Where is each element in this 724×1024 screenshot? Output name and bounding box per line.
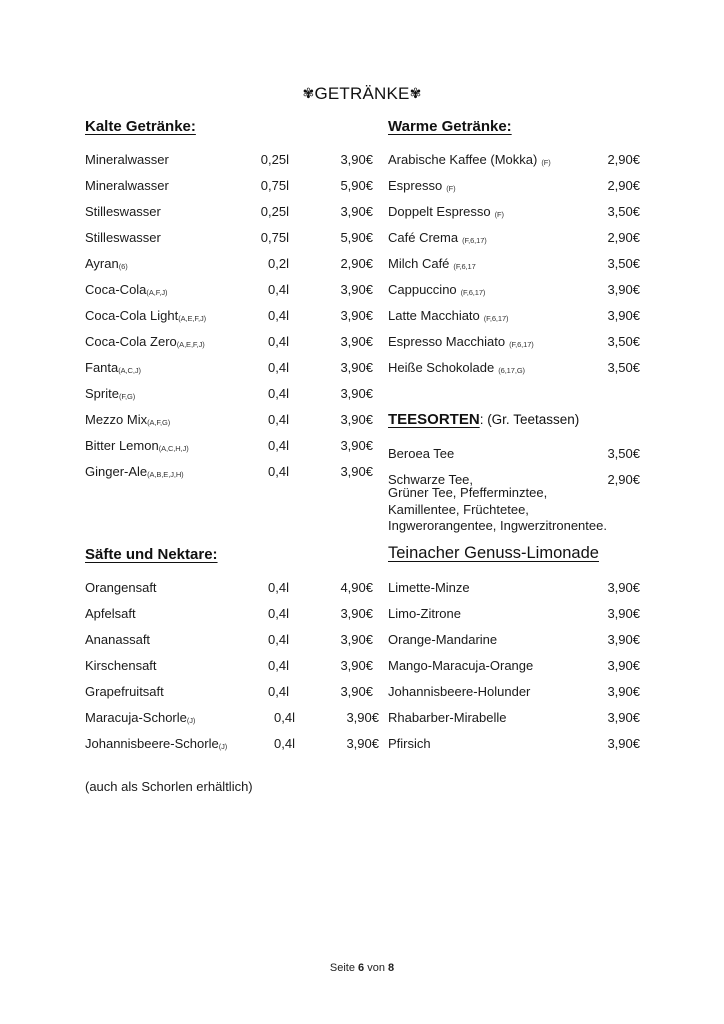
menu-item-row xyxy=(388,679,644,705)
menu-item-name: Beroea Tee xyxy=(388,446,455,461)
menu-item-price: 2,90€ xyxy=(607,152,640,167)
menu-item-price: 3,90€ xyxy=(340,606,373,621)
allergen-code: (A,F,J) xyxy=(146,288,168,297)
menu-item-size: 0,4l xyxy=(268,386,289,401)
allergen-code: (F) xyxy=(446,184,456,193)
menu-item-row xyxy=(85,575,385,601)
menu-item-row xyxy=(85,277,385,303)
allergen-code: (A,C,H,J) xyxy=(158,444,189,453)
page-title xyxy=(0,84,724,104)
menu-item-price: 3,50€ xyxy=(607,360,640,375)
menu-item-name: Coca-Cola Zero(A,E,F,J) xyxy=(85,334,205,349)
menu-item-size: 0,2l xyxy=(268,256,289,271)
menu-item-size: 0,4l xyxy=(268,438,289,453)
allergen-code: (F,G) xyxy=(118,392,136,401)
menu-item-row xyxy=(388,303,644,329)
menu-item-row xyxy=(85,251,385,277)
allergen-code: (A,E,F,J) xyxy=(178,314,207,323)
menu-item-name: Maracuja-Schorle(J) xyxy=(85,710,196,725)
tea-varieties-note xyxy=(388,485,644,535)
menu-item-row xyxy=(85,199,385,225)
menu-item-price: 3,50€ xyxy=(607,446,640,461)
menu-item-price: 3,90€ xyxy=(607,632,640,647)
menu-item-price: 3,90€ xyxy=(340,632,373,647)
allergen-code: (F,6,17) xyxy=(460,288,486,297)
menu-item-size: 0,4l xyxy=(268,684,289,699)
menu-item-name: Arabische Kaffee (Mokka) (F) xyxy=(388,152,551,167)
allergen-code: (A,B,E,J,H) xyxy=(147,470,184,479)
menu-item-price: 3,90€ xyxy=(340,438,373,453)
juices-footnote: (auch als Schorlen erhältlich) xyxy=(85,779,253,794)
allergen-code: (F) xyxy=(494,210,504,219)
menu-item-price: 3,90€ xyxy=(607,580,640,595)
section-heading-warm-drinks: Warme Getränke: xyxy=(388,118,512,135)
menu-item-row xyxy=(85,627,385,653)
allergen-code: (J) xyxy=(218,742,228,751)
menu-item-price: 3,90€ xyxy=(607,606,640,621)
menu-item-price: 2,90€ xyxy=(607,230,640,245)
menu-item-price: 3,90€ xyxy=(346,710,379,725)
allergen-code: (A,F,G) xyxy=(147,418,171,427)
menu-item-name: Espresso (F) xyxy=(388,178,456,193)
menu-item-row xyxy=(85,601,385,627)
menu-item-price: 3,90€ xyxy=(340,412,373,427)
menu-item-size: 0,4l xyxy=(274,710,295,725)
allergen-code: (6) xyxy=(118,262,128,271)
ornament-left-icon: ✾ xyxy=(302,85,315,101)
menu-item-row xyxy=(388,627,644,653)
menu-item-size: 0,4l xyxy=(268,282,289,297)
section-heading-tea-main: TEESORTEN xyxy=(388,411,480,428)
menu-item-row xyxy=(85,407,385,433)
menu-item-price: 3,90€ xyxy=(340,308,373,323)
menu-item-name: Doppelt Espresso (F) xyxy=(388,204,504,219)
footer-total-pages: 8 xyxy=(388,962,395,974)
allergen-code: (F) xyxy=(541,158,551,167)
menu-item-row xyxy=(85,303,385,329)
menu-item-size: 0,25l xyxy=(260,152,289,167)
menu-item-name: Mango-Maracuja-Orange xyxy=(388,658,534,673)
menu-item-name: Ananassaft xyxy=(85,632,151,647)
section-cold-drinks xyxy=(85,118,385,485)
menu-item-price: 3,50€ xyxy=(607,204,640,219)
menu-item-price: 3,50€ xyxy=(607,256,640,271)
menu-item-row xyxy=(388,173,644,199)
menu-item-name: Espresso Macchiato (F,6,17) xyxy=(388,334,534,349)
menu-item-name: Orange-Mandarine xyxy=(388,632,498,647)
menu-item-price: 3,90€ xyxy=(340,464,373,479)
menu-item-name: Latte Macchiato (F,6,17) xyxy=(388,308,509,323)
menu-item-row xyxy=(85,381,385,407)
menu-item-size: 0,4l xyxy=(268,606,289,621)
menu-item-row xyxy=(388,467,644,485)
menu-item-price: 3,90€ xyxy=(607,282,640,297)
menu-item-name: Schwarze Tee, xyxy=(388,472,474,487)
menu-item-name: Mezzo Mix(A,F,G) xyxy=(85,412,171,427)
section-heading-tea xyxy=(388,411,644,428)
menu-item-row xyxy=(85,731,385,757)
menu-item-row xyxy=(85,705,385,731)
menu-item-price: 3,50€ xyxy=(607,334,640,349)
menu-item-row xyxy=(85,653,385,679)
menu-item-name: Stilleswasser xyxy=(85,204,161,219)
menu-item-name: Orangensaft xyxy=(85,580,157,595)
menu-item-price: 3,90€ xyxy=(340,334,373,349)
section-warm-drinks xyxy=(388,118,644,381)
page-footer xyxy=(0,962,724,974)
menu-item-name: Limo-Zitrone xyxy=(388,606,461,621)
menu-item-price: 3,90€ xyxy=(340,282,373,297)
menu-item-price: 3,90€ xyxy=(607,684,640,699)
menu-item-name: Milch Café (F,6,17 xyxy=(388,256,476,271)
cold-drinks-list xyxy=(85,147,385,485)
section-juices xyxy=(85,546,385,794)
menu-item-size: 0,4l xyxy=(268,658,289,673)
menu-item-row xyxy=(388,705,644,731)
allergen-code: (A,E,F,J) xyxy=(176,340,205,349)
menu-item-size: 0,4l xyxy=(268,360,289,375)
menu-item-name: Pfirsich xyxy=(388,736,431,751)
section-heading-tea-suffix: : (Gr. Teetassen) xyxy=(479,412,580,427)
menu-item-price: 3,90€ xyxy=(340,360,373,375)
menu-item-name: Mineralwasser xyxy=(85,178,169,193)
menu-item-name: Ayran(6) xyxy=(85,256,128,271)
menu-item-price: 5,90€ xyxy=(340,230,373,245)
tea-variety-line: Ingwerorangentee, Ingwerzitronentee. xyxy=(388,518,607,533)
menu-item-name: Cappuccino (F,6,17) xyxy=(388,282,486,297)
menu-item-size: 0,75l xyxy=(260,178,289,193)
menu-item-row xyxy=(388,575,644,601)
menu-item-price: 3,90€ xyxy=(346,736,379,751)
tea-list xyxy=(388,441,644,485)
warm-drinks-list xyxy=(388,147,644,381)
menu-item-price: 3,90€ xyxy=(607,308,640,323)
allergen-code: (J) xyxy=(186,716,196,725)
menu-item-row xyxy=(388,199,644,225)
menu-item-price: 3,90€ xyxy=(340,658,373,673)
allergen-code: (A,C,J) xyxy=(118,366,141,375)
menu-item-name: Limette-Minze xyxy=(388,580,470,595)
menu-item-row xyxy=(388,441,644,467)
menu-item-row xyxy=(85,679,385,705)
menu-item-name: Fanta(A,C,J) xyxy=(85,360,141,375)
menu-item-row xyxy=(388,251,644,277)
section-heading-juices: Säfte und Nektare: xyxy=(85,546,218,563)
menu-item-row xyxy=(388,601,644,627)
menu-item-name: Johannisbeere-Schorle(J) xyxy=(85,736,228,751)
menu-item-row xyxy=(388,653,644,679)
section-heading-cold-drinks: Kalte Getränke: xyxy=(85,118,196,135)
menu-item-price: 3,90€ xyxy=(607,658,640,673)
tea-variety-line: Kamillentee, Früchtetee, xyxy=(388,501,529,517)
tea-variety-line: Grüner Tee, Pfefferminztee, xyxy=(388,485,548,500)
menu-item-size: 0,4l xyxy=(268,580,289,595)
menu-item-size: 0,4l xyxy=(268,308,289,323)
menu-item-price: 4,90€ xyxy=(340,580,373,595)
section-tea xyxy=(388,411,644,535)
menu-item-price: 3,90€ xyxy=(607,736,640,751)
menu-item-size: 0,4l xyxy=(268,632,289,647)
allergen-code: (F,6,17) xyxy=(509,340,534,349)
menu-item-size: 0,4l xyxy=(268,412,289,427)
menu-item-name: Coca-Cola(A,F,J) xyxy=(85,282,168,297)
menu-item-price: 2,90€ xyxy=(607,178,640,193)
menu-item-price: 5,90€ xyxy=(340,178,373,193)
menu-item-row xyxy=(85,459,385,485)
menu-item-price: 3,90€ xyxy=(340,386,373,401)
ornament-right-icon: ✾ xyxy=(409,85,422,101)
juices-list xyxy=(85,575,385,757)
menu-item-row xyxy=(388,731,644,757)
menu-item-size: 0,4l xyxy=(268,464,289,479)
menu-item-name: Rhabarber-Mirabelle xyxy=(388,710,507,725)
allergen-code: (F,6,17) xyxy=(462,236,487,245)
menu-item-row xyxy=(85,225,385,251)
allergen-code: (F,6,17 xyxy=(453,262,476,271)
section-lemonade xyxy=(388,544,644,757)
menu-item-name: Johannisbeere-Holunder xyxy=(388,684,531,699)
allergen-code: (6,17,G) xyxy=(498,366,525,375)
section-heading-lemonade: Teinacher Genuss-Limonade xyxy=(388,544,599,562)
menu-item-name: Apfelsaft xyxy=(85,606,136,621)
menu-item-name: Heiße Schokolade (6,17,G) xyxy=(388,360,525,375)
menu-item-name: Kirschensaft xyxy=(85,658,157,673)
footer-middle: von xyxy=(364,962,388,974)
menu-item-name: Mineralwasser xyxy=(85,152,169,167)
menu-item-size: 0,75l xyxy=(260,230,289,245)
menu-item-price: 3,90€ xyxy=(340,684,373,699)
menu-item-row xyxy=(85,329,385,355)
menu-item-row xyxy=(388,225,644,251)
menu-item-name: Café Crema (F,6,17) xyxy=(388,230,487,245)
page-title-text: GETRÄNKE xyxy=(314,84,410,103)
menu-item-price: 2,90€ xyxy=(607,472,640,487)
lemonade-list xyxy=(388,575,644,757)
menu-item-row xyxy=(388,355,644,381)
menu-item-price: 2,90€ xyxy=(340,256,373,271)
menu-item-row xyxy=(85,173,385,199)
menu-item-size: 0,4l xyxy=(268,334,289,349)
menu-item-name: Bitter Lemon(A,C,H,J) xyxy=(85,438,189,453)
menu-item-size: 0,25l xyxy=(260,204,289,219)
menu-item-row xyxy=(388,277,644,303)
footer-prefix: Seite xyxy=(329,962,359,974)
menu-item-price: 3,90€ xyxy=(607,710,640,725)
menu-item-price: 3,90€ xyxy=(340,152,373,167)
footer-page-number: 6 xyxy=(358,962,365,974)
menu-item-name: Coca-Cola Light(A,E,F,J) xyxy=(85,308,207,323)
menu-item-row xyxy=(388,329,644,355)
menu-item-row xyxy=(85,355,385,381)
menu-item-size: 0,4l xyxy=(274,736,295,751)
menu-item-name: Grapefruitsaft xyxy=(85,684,164,699)
menu-item-name: Sprite(F,G) xyxy=(85,386,136,401)
menu-item-name: Ginger-Ale(A,B,E,J,H) xyxy=(85,464,184,479)
menu-item-row xyxy=(388,147,644,173)
menu-item-name: Stilleswasser xyxy=(85,230,161,245)
allergen-code: (F,6,17) xyxy=(483,314,509,323)
menu-item-row xyxy=(85,433,385,459)
menu-item-row xyxy=(85,147,385,173)
menu-item-price: 3,90€ xyxy=(340,204,373,219)
